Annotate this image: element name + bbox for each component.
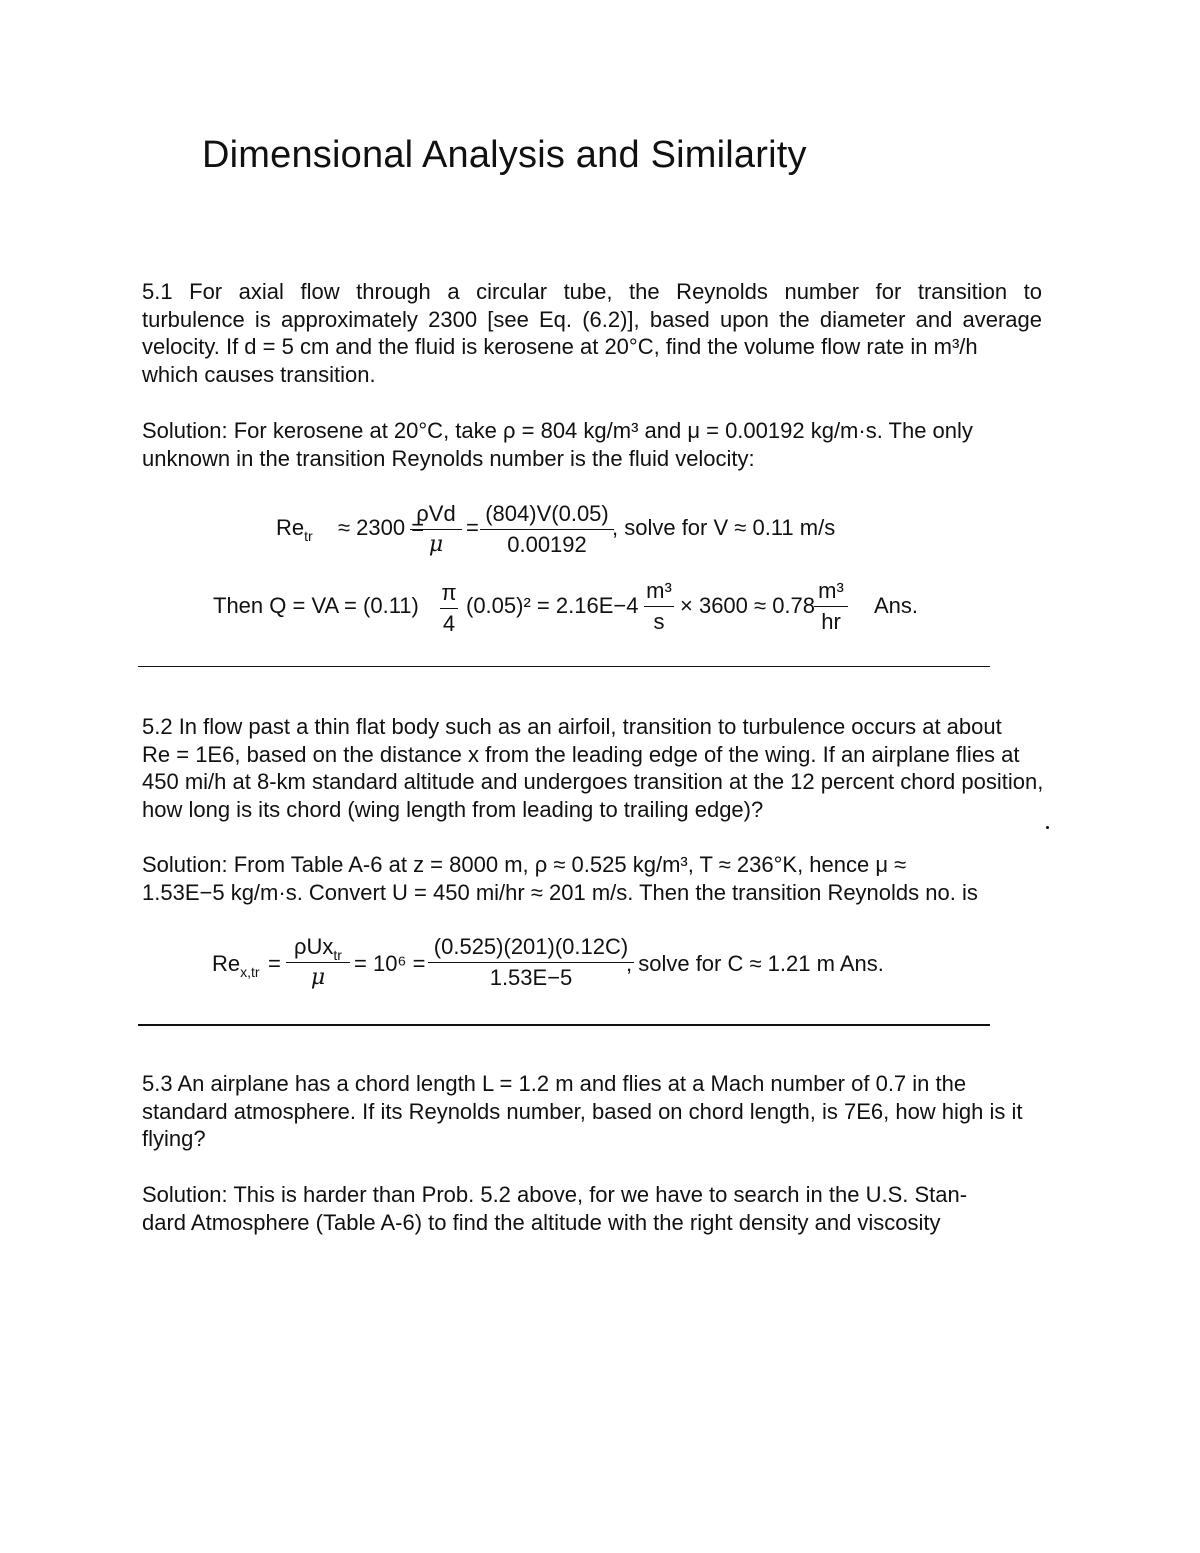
fraction-bar — [644, 606, 674, 607]
fraction-bar — [440, 608, 458, 609]
numerator-text: ρUx — [294, 934, 334, 959]
fraction-denominator: 1.53E−5 — [489, 965, 573, 990]
stray-dot — [1046, 826, 1049, 829]
reynolds-transition-lhs — [276, 515, 313, 544]
problem-text-line: how long is its chord (wing length from leading to trailing edge)? — [142, 796, 764, 822]
problem-text-line: turbulence is approximately 2300 [see Eq. (6.2)], based upon the diameter and average — [142, 306, 1042, 332]
reynolds-x-transition-lhs — [212, 951, 260, 980]
fraction-bar — [480, 529, 614, 530]
fraction-denominator: s — [653, 609, 665, 634]
fraction-bar — [428, 962, 634, 963]
fraction-substituted — [480, 501, 614, 558]
solution-text-line: Solution: For kerosene at 20°C, take ρ = 804 kg/m³ and μ = 0.00192 kg/m·s. The only — [142, 418, 973, 443]
fraction-substituted — [428, 934, 634, 991]
fraction-numerator — [286, 934, 350, 963]
problem-text-line: 5.3 An airplane has a chord length L = 1.2 m and flies at a Mach number of 0.7 in the — [142, 1071, 967, 1096]
eq-subscript: x,tr — [240, 964, 260, 980]
fraction-rho-v-d-over-mu — [410, 501, 462, 557]
fraction-denominator: 4 — [442, 611, 456, 636]
problem-5-3-question — [142, 1070, 1042, 1153]
eq-flow-rate-lead: Then Q = VA = (0.11) — [213, 593, 419, 618]
fraction-denominator: μ — [428, 532, 444, 557]
fraction-denominator: hr — [821, 609, 841, 634]
fraction-pi-over-4 — [440, 580, 458, 637]
problem-text-line: standard atmosphere. If its Reynolds number, based on chord length, is 7E6, how high is it — [142, 1098, 1023, 1124]
fraction-numerator: ρVd — [416, 501, 456, 526]
section-divider — [138, 666, 990, 667]
fraction-rho-u-x-over-mu — [286, 934, 350, 990]
eq-equals: = — [466, 515, 479, 540]
eq-chord-solution: , solve for C ≈ 1.21 m Ans. — [626, 951, 884, 976]
eq-velocity-solution: , solve for V ≈ 0.11 m/s — [612, 515, 836, 540]
problem-5-2-question — [142, 713, 1042, 823]
eq-text: Re — [212, 951, 241, 976]
eq-conversion: × 3600 ≈ 0.78 — [680, 593, 816, 618]
numerator-subscript: tr — [333, 947, 342, 963]
answer-label: Ans. — [874, 593, 919, 618]
solution-text-line: 1.53E−5 kg/m·s. Convert U = 450 mi/hr ≈ 201 m/s. Then the transition Reynolds no. is — [142, 879, 978, 905]
fraction-numerator: m³ — [646, 578, 672, 603]
problem-5-3-solution — [142, 1181, 1042, 1236]
eq-ten-to-six: = 10⁶ = — [354, 951, 426, 976]
problem-text-line: 5.2 In flow past a thin flat body such as an airfoil, transition to turbulence occurs at about — [142, 714, 1002, 739]
eq-approx: ≈ 2300 = — [338, 515, 425, 540]
fraction-numerator: π — [441, 580, 457, 605]
problem-text-line: 5.1 For axial flow through a circular tube, the Reynolds number for transition to — [142, 279, 1042, 304]
solution-text-line: Solution: From Table A-6 at z = 8000 m, ρ ≈ 0.525 kg/m³, T ≈ 236°K, hence μ ≈ — [142, 852, 907, 877]
problem-5-1-solution — [142, 417, 1042, 472]
eq-text: Re — [276, 515, 305, 540]
section-divider — [138, 1024, 990, 1026]
solution-text-line: dard Atmosphere (Table A-6) to find the altitude with the right density and viscosity — [142, 1209, 941, 1235]
fraction-numerator: (804)V(0.05) — [485, 501, 609, 526]
fraction-numerator: m³ — [818, 578, 844, 603]
fraction-denominator: μ — [310, 965, 326, 990]
fraction-bar — [410, 529, 462, 530]
solution-text-line: unknown in the transition Reynolds number is the fluid velocity: — [142, 445, 755, 471]
problem-text-line: 450 mi/h at 8-km standard altitude and undergoes transition at the 12 percent chord position, — [142, 769, 1044, 794]
problem-text-line: which causes transition. — [142, 361, 376, 387]
problem-text-line: velocity. If d = 5 cm and the fluid is kerosene at 20°C, find the volume flow rate in m³/h — [142, 334, 978, 359]
problem-5-1-question — [142, 278, 1042, 388]
fraction-denominator: 0.00192 — [507, 532, 587, 557]
eq-equals: = — [268, 951, 281, 976]
page-title: Dimensional Analysis and Similarity — [202, 134, 807, 176]
eq-subscript: tr — [304, 528, 313, 544]
solution-text-line: Solution: This is harder than Prob. 5.2 above, for we have to search in the U.S. Stan- — [142, 1182, 968, 1207]
eq-flow-rate-value: (0.05)² = 2.16E−4 — [466, 593, 639, 618]
problem-5-2-solution — [142, 851, 1042, 906]
fraction-unit-m3-per-s — [644, 578, 674, 635]
fraction-unit-m3-per-hr — [814, 578, 848, 635]
problem-text-line: Re = 1E6, based on the distance x from the leading edge of the wing. If an airplane flies at — [142, 741, 1020, 767]
fraction-numerator: (0.525)(201)(0.12C) — [433, 934, 629, 959]
fraction-bar — [814, 606, 848, 607]
problem-text-line: flying? — [142, 1126, 206, 1151]
